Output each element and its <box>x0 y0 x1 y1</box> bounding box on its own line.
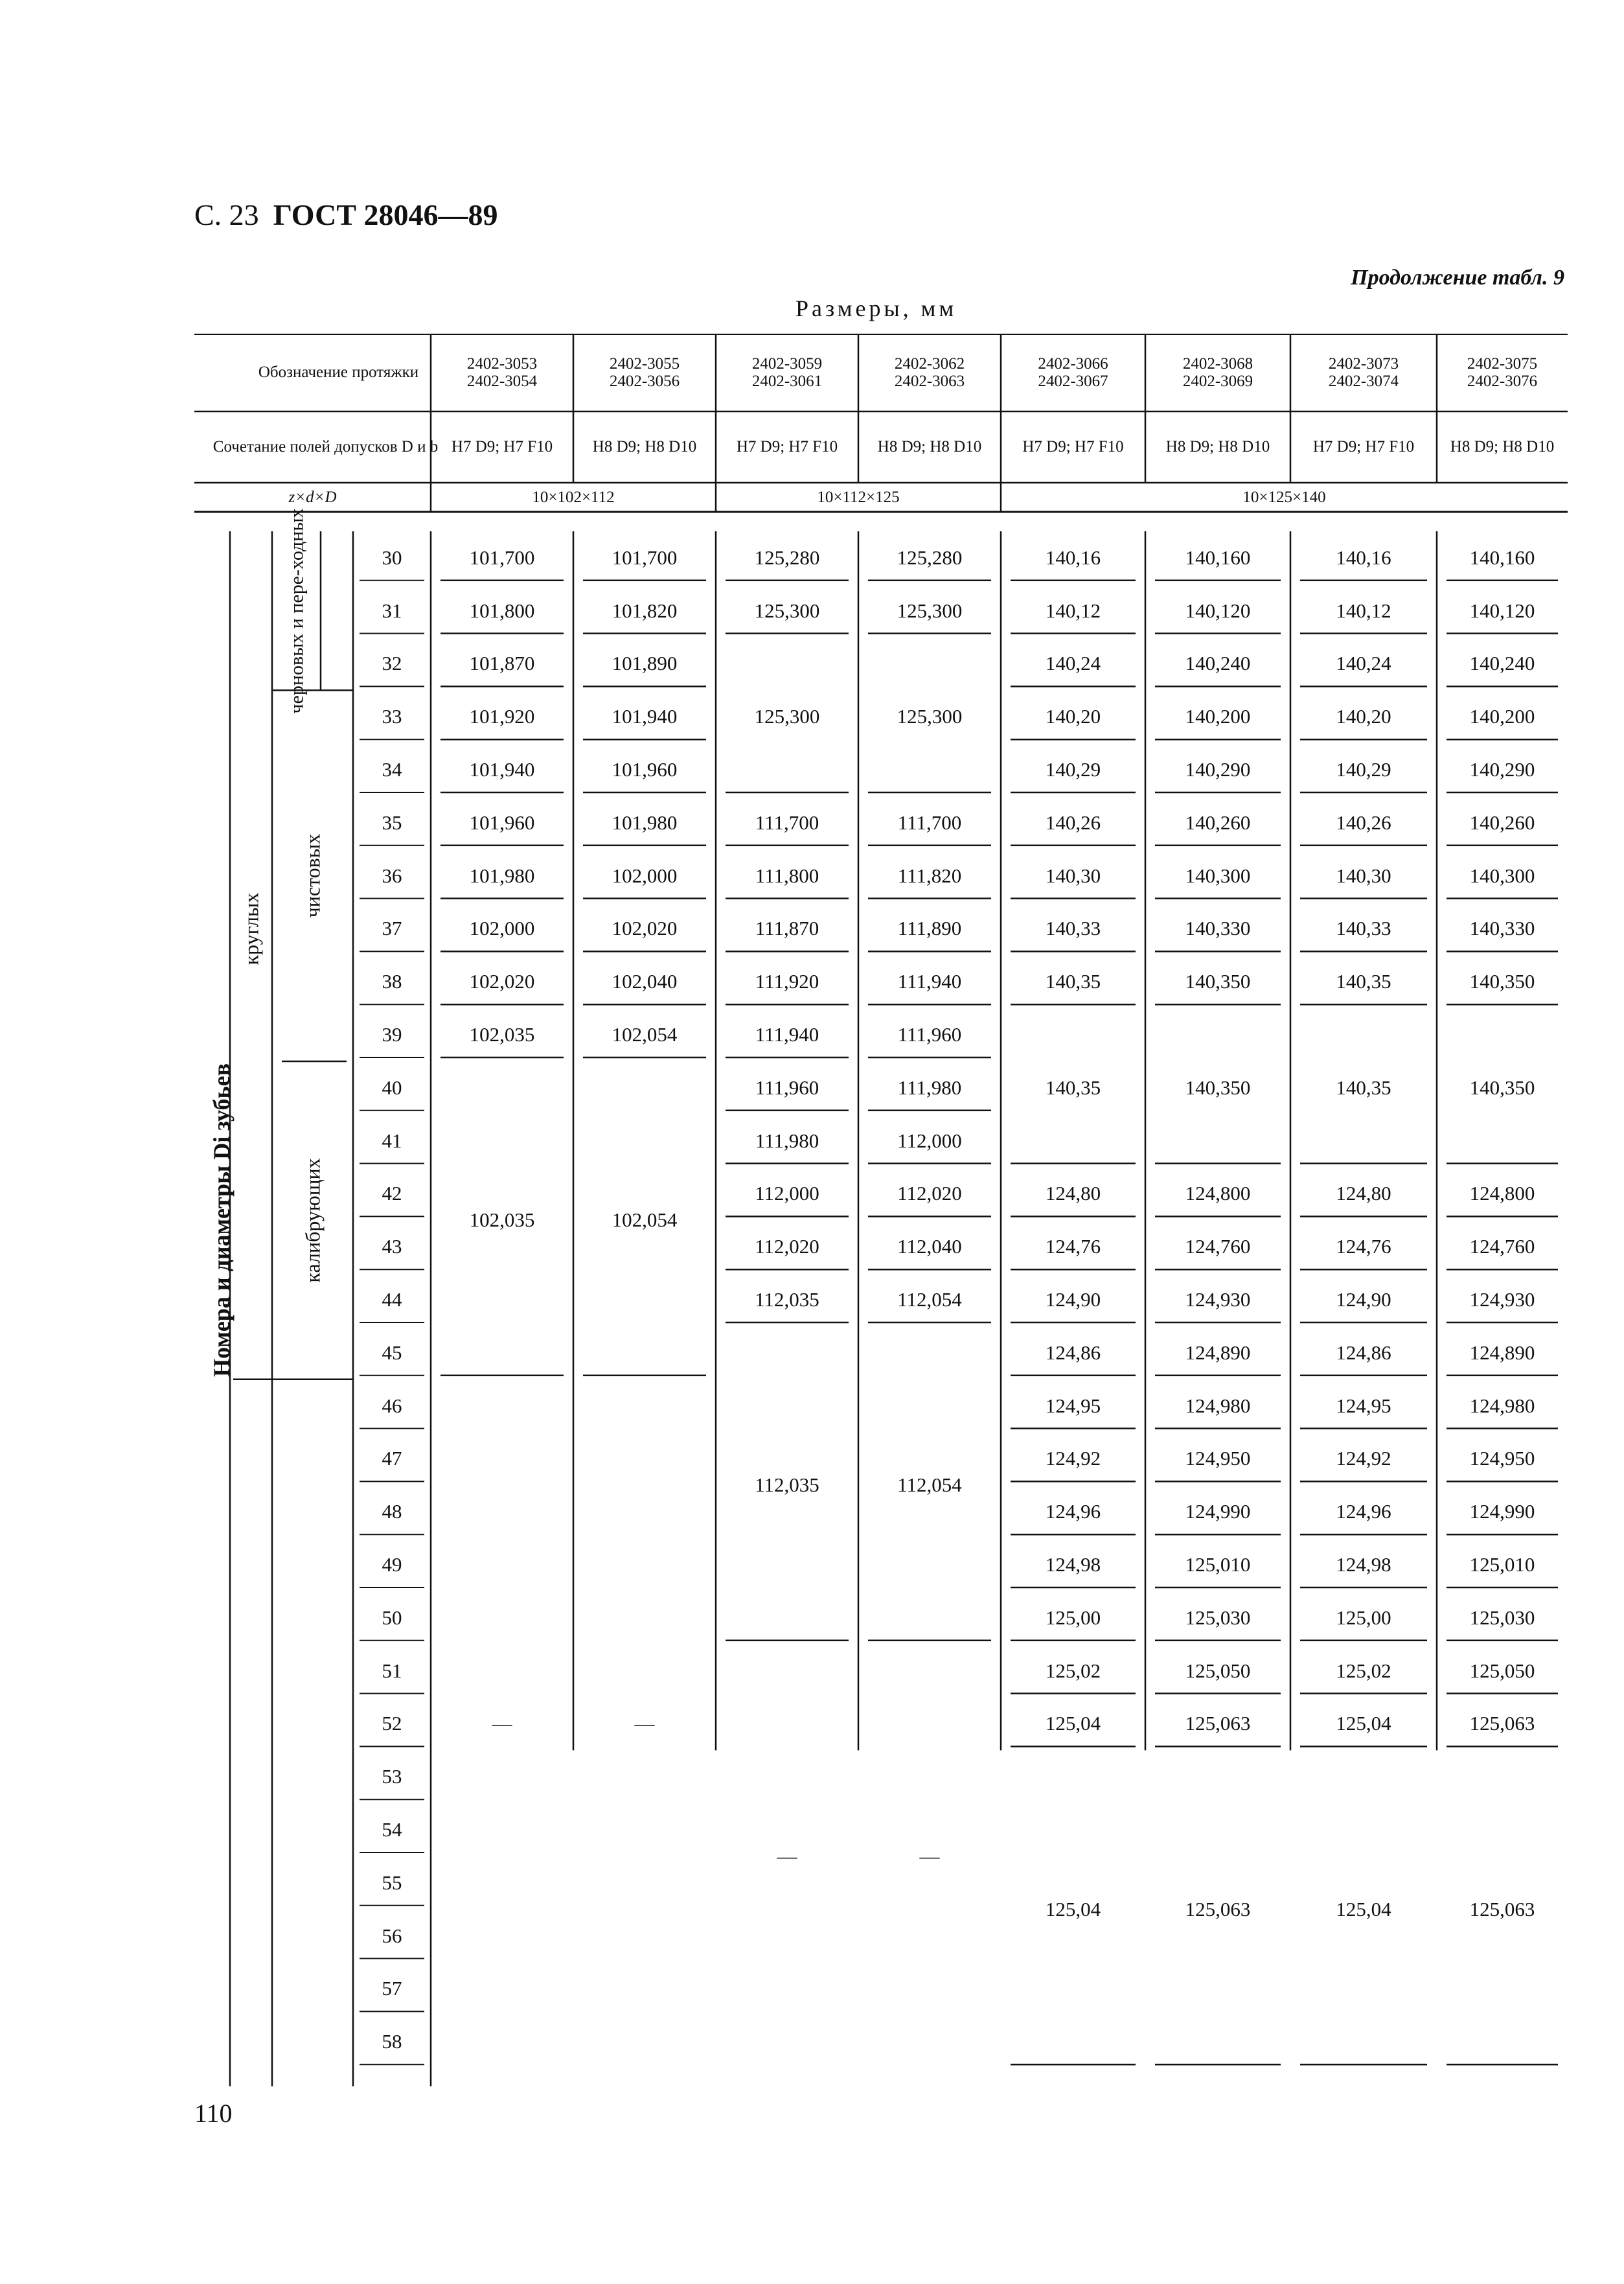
designation-2402-3059: 2402-3059 2402-3061 <box>751 354 823 390</box>
tooth-number-34: 34 <box>382 758 402 781</box>
tooth-number-48: 48 <box>382 1500 402 1523</box>
col8-value: 124,990 <box>1469 1500 1535 1523</box>
col5-value: 125,04 <box>1045 1897 1101 1921</box>
designation-2402-3062: 2402-3062 2402-3063 <box>894 354 965 390</box>
footer-page-number: 110 <box>194 2099 233 2128</box>
tolerance-4: H8 D9; H8 D10 <box>877 438 982 456</box>
col4-value: 111,980 <box>897 1076 962 1099</box>
col1-value: 101,920 <box>469 705 535 728</box>
col8-value: 140,120 <box>1469 599 1535 622</box>
col8-value: 124,950 <box>1469 1447 1535 1470</box>
col5-value: 140,12 <box>1045 599 1101 622</box>
sizes-title: Размеры, мм <box>795 295 957 321</box>
col5-value: 125,02 <box>1045 1659 1101 1682</box>
page-number: С. 23 <box>194 198 259 231</box>
col4-value: 112,054 <box>897 1288 962 1311</box>
col4-value: 111,700 <box>897 811 962 834</box>
col5-value: 124,98 <box>1045 1553 1101 1576</box>
col2-value: 101,890 <box>612 652 678 675</box>
col2-value: 102,054 <box>612 1208 678 1232</box>
col1-value: 102,000 <box>469 917 535 940</box>
col2-value: 101,700 <box>612 546 678 569</box>
col7-value: 124,95 <box>1336 1394 1391 1417</box>
teeth-numbers-label: Номера и диаметры Di зубьев <box>208 1063 234 1378</box>
col8-value: 125,010 <box>1469 1553 1535 1576</box>
col7-value: 140,35 <box>1336 1076 1391 1099</box>
tooth-number-50: 50 <box>382 1606 402 1629</box>
col3-value: 125,300 <box>754 705 820 728</box>
col4-value: 112,054 <box>897 1473 962 1497</box>
col3-value: 112,035 <box>755 1288 819 1311</box>
col3-value: 111,960 <box>755 1076 819 1099</box>
tolerance-1: H7 D9; H7 F10 <box>451 438 553 456</box>
col1-value: 101,960 <box>469 811 535 834</box>
col3-value: 111,980 <box>755 1129 819 1152</box>
col5-value: 140,35 <box>1045 970 1101 993</box>
col7-value: 140,12 <box>1336 599 1391 622</box>
tolerance-2: H8 D9; H8 D10 <box>592 438 697 456</box>
tooth-number-45: 45 <box>382 1341 402 1364</box>
col1-value: 101,940 <box>469 758 535 781</box>
designation-2402-3055: 2402-3055 2402-3056 <box>609 354 680 390</box>
tooth-number-47: 47 <box>382 1447 402 1470</box>
tolerance-3: H7 D9; H7 F10 <box>736 438 838 456</box>
col6-value: 125,030 <box>1185 1606 1251 1629</box>
col5-value: 140,20 <box>1045 705 1101 728</box>
col3-value: — <box>777 1844 797 1867</box>
col2-value: 102,054 <box>612 1023 678 1046</box>
col1-value: 102,035 <box>469 1208 535 1232</box>
col6-value: 140,300 <box>1185 864 1251 887</box>
col4-value: 125,280 <box>897 546 963 569</box>
col5-value: 125,00 <box>1045 1606 1101 1629</box>
col6-value: 125,010 <box>1185 1553 1251 1576</box>
tooth-number-36: 36 <box>382 864 402 887</box>
col5-value: 124,95 <box>1045 1394 1101 1417</box>
col6-value: 124,990 <box>1185 1500 1251 1523</box>
col8-value: 140,160 <box>1469 546 1535 569</box>
col5-value: 124,76 <box>1045 1235 1101 1258</box>
rough-label: черновых и пере-ходных <box>285 508 307 714</box>
col1-value: 101,980 <box>469 864 535 887</box>
col7-value: 140,33 <box>1336 917 1391 940</box>
col4-value: 112,020 <box>897 1182 962 1205</box>
tooth-number-30: 30 <box>382 546 402 569</box>
tooth-number-35: 35 <box>382 811 402 834</box>
col1-value: — <box>492 1712 512 1735</box>
tooth-number-39: 39 <box>382 1023 402 1046</box>
col8-value: 140,200 <box>1469 705 1535 728</box>
col4-value: — <box>919 1844 940 1867</box>
col2-value: 102,020 <box>612 917 678 940</box>
size-10x112x125: 10×112×125 <box>817 488 900 506</box>
col6-value: 140,330 <box>1185 917 1251 940</box>
col5-value: 124,90 <box>1045 1288 1101 1311</box>
col3-value: 111,920 <box>755 970 819 993</box>
tooth-number-55: 55 <box>382 1871 402 1894</box>
col3-value: 111,870 <box>755 917 819 940</box>
designation-2402-3053: 2402-3053 2402-3054 <box>466 354 538 390</box>
designation-2402-3068: 2402-3068 2402-3069 <box>1182 354 1253 390</box>
col8-value: 125,063 <box>1469 1712 1535 1735</box>
tooth-number-37: 37 <box>382 917 402 940</box>
col6-value: 125,063 <box>1185 1712 1251 1735</box>
col6-value: 125,050 <box>1185 1659 1251 1682</box>
col7-value: 140,26 <box>1336 811 1391 834</box>
col8-value: 125,050 <box>1469 1659 1535 1682</box>
col4-value: 112,000 <box>897 1129 962 1152</box>
col4-value: 125,300 <box>897 705 963 728</box>
col2-value: 102,040 <box>612 970 678 993</box>
col3-value: 111,800 <box>755 864 819 887</box>
col7-value: 124,96 <box>1336 1500 1391 1523</box>
col8-value: 140,300 <box>1469 864 1535 887</box>
size-10x125x140: 10×125×140 <box>1242 488 1326 506</box>
col3-value: 125,280 <box>754 546 820 569</box>
tooth-number-44: 44 <box>382 1288 402 1311</box>
col1-value: 101,870 <box>469 652 535 675</box>
tolerance-label: Сочетание полей допусков D и b <box>212 438 439 456</box>
col8-value: 140,350 <box>1469 1076 1535 1099</box>
col8-value: 124,760 <box>1469 1235 1535 1258</box>
tolerance-5: H7 D9; H7 F10 <box>1022 438 1124 456</box>
col2-value: 101,940 <box>612 705 678 728</box>
broach-table <box>194 334 1568 2086</box>
col3-value: 112,000 <box>755 1182 819 1205</box>
tolerance-6: H8 D9; H8 D10 <box>1165 438 1270 456</box>
tooth-number-32: 32 <box>382 652 402 675</box>
round-label: круглых <box>239 892 263 965</box>
col5-value: 140,35 <box>1045 1076 1101 1099</box>
col5-value: 140,26 <box>1045 811 1101 834</box>
col1-value: 101,800 <box>469 599 535 622</box>
col8-value: 124,980 <box>1469 1394 1535 1417</box>
col8-value: 140,330 <box>1469 917 1535 940</box>
tolerance-8: H8 D9; H8 D10 <box>1450 438 1555 456</box>
col7-value: 140,24 <box>1336 652 1391 675</box>
col7-value: 140,20 <box>1336 705 1391 728</box>
col5-value: 124,80 <box>1045 1182 1101 1205</box>
col1-value: 102,020 <box>469 970 535 993</box>
col5-value: 140,29 <box>1045 758 1101 781</box>
calibrating-label: калибрующих <box>301 1158 325 1283</box>
col7-value: 140,30 <box>1336 864 1391 887</box>
col3-value: 125,300 <box>754 599 820 622</box>
col4-value: 111,960 <box>897 1023 962 1046</box>
col8-value: 140,350 <box>1469 970 1535 993</box>
col7-value: 125,02 <box>1336 1659 1391 1682</box>
designation-2402-3066: 2402-3066 2402-3067 <box>1038 354 1108 390</box>
col6-value: 140,290 <box>1185 758 1251 781</box>
tolerance-7: H7 D9; H7 F10 <box>1312 438 1415 456</box>
col4-value: 111,940 <box>897 970 962 993</box>
col7-value: 124,98 <box>1336 1553 1391 1576</box>
col6-value: 140,350 <box>1185 1076 1251 1099</box>
col6-value: 140,120 <box>1185 599 1251 622</box>
col7-value: 124,86 <box>1336 1341 1391 1364</box>
col3-value: 112,020 <box>755 1235 819 1258</box>
col7-value: 140,29 <box>1336 758 1391 781</box>
zdD-label: z×d×D <box>288 488 337 506</box>
col3-value: 112,035 <box>755 1473 819 1497</box>
col4-value: 111,890 <box>897 917 962 940</box>
col7-value: 124,92 <box>1336 1447 1391 1470</box>
col6-value: 124,760 <box>1185 1235 1251 1258</box>
col6-value: 140,160 <box>1185 546 1251 569</box>
col5-value: 140,33 <box>1045 917 1101 940</box>
col8-value: 140,290 <box>1469 758 1535 781</box>
tooth-number-38: 38 <box>382 970 402 993</box>
col7-value: 124,90 <box>1336 1288 1391 1311</box>
finish-label: чистовых <box>301 833 325 918</box>
col1-value: 102,035 <box>469 1023 535 1046</box>
tooth-number-56: 56 <box>382 1924 402 1947</box>
tooth-number-49: 49 <box>382 1553 402 1576</box>
col8-value: 140,260 <box>1469 811 1535 834</box>
col6-value: 140,200 <box>1185 705 1251 728</box>
col4-value: 112,040 <box>897 1235 962 1258</box>
col8-value: 124,800 <box>1469 1182 1535 1205</box>
col3-value: 111,940 <box>755 1023 819 1046</box>
tooth-number-57: 57 <box>382 1977 402 2000</box>
col6-value: 140,240 <box>1185 652 1251 675</box>
standard-title: ГОСТ 28046—89 <box>273 198 498 231</box>
col7-value: 125,04 <box>1336 1712 1391 1735</box>
col2-value: — <box>634 1712 655 1735</box>
size-10x102x112: 10×102×112 <box>532 488 615 506</box>
col7-value: 140,16 <box>1336 546 1391 569</box>
tooth-number-31: 31 <box>382 599 402 622</box>
col4-value: 111,820 <box>897 864 962 887</box>
tooth-number-42: 42 <box>382 1182 402 1205</box>
designation-label: Обозначение протяжки <box>258 363 419 382</box>
col2-value: 101,960 <box>612 758 678 781</box>
col6-value: 124,890 <box>1185 1341 1251 1364</box>
col6-value: 124,950 <box>1185 1447 1251 1470</box>
col4-value: 125,300 <box>897 599 963 622</box>
col7-value: 124,76 <box>1336 1235 1391 1258</box>
col1-value: 101,700 <box>469 546 535 569</box>
col2-value: 101,820 <box>612 599 678 622</box>
col5-value: 124,86 <box>1045 1341 1101 1364</box>
tooth-number-43: 43 <box>382 1235 402 1258</box>
tooth-number-53: 53 <box>382 1765 402 1788</box>
tooth-number-51: 51 <box>382 1659 402 1682</box>
col8-value: 125,030 <box>1469 1606 1535 1629</box>
designation-2402-3075: 2402-3075 2402-3076 <box>1467 354 1538 390</box>
col6-value: 125,063 <box>1185 1897 1251 1921</box>
col6-value: 124,800 <box>1185 1182 1251 1205</box>
tooth-number-58: 58 <box>382 2030 402 2053</box>
col8-value: 125,063 <box>1469 1897 1535 1921</box>
col6-value: 140,260 <box>1185 811 1251 834</box>
tooth-number-54: 54 <box>382 1818 402 1841</box>
tooth-number-46: 46 <box>382 1394 402 1417</box>
col6-value: 124,980 <box>1185 1394 1251 1417</box>
designation-2402-3073: 2402-3073 2402-3074 <box>1328 354 1399 390</box>
table-continuation-note: Продолжение табл. 9 <box>1351 266 1564 290</box>
col5-value: 140,30 <box>1045 864 1101 887</box>
col2-value: 102,000 <box>612 864 678 887</box>
col7-value: 125,00 <box>1336 1606 1391 1629</box>
col6-value: 140,350 <box>1185 970 1251 993</box>
tooth-number-52: 52 <box>382 1712 402 1735</box>
tooth-number-33: 33 <box>382 705 402 728</box>
col5-value: 140,16 <box>1045 546 1101 569</box>
col7-value: 124,80 <box>1336 1182 1391 1205</box>
col5-value: 124,92 <box>1045 1447 1101 1470</box>
col6-value: 124,930 <box>1185 1288 1251 1311</box>
col7-value: 140,35 <box>1336 970 1391 993</box>
tooth-number-41: 41 <box>382 1129 402 1152</box>
col3-value: 111,700 <box>755 811 819 834</box>
tooth-number-40: 40 <box>382 1076 402 1099</box>
col2-value: 101,980 <box>612 811 678 834</box>
col8-value: 124,890 <box>1469 1341 1535 1364</box>
col8-value: 124,930 <box>1469 1288 1535 1311</box>
col8-value: 140,240 <box>1469 652 1535 675</box>
col7-value: 125,04 <box>1336 1897 1391 1921</box>
col5-value: 140,24 <box>1045 652 1101 675</box>
col5-value: 125,04 <box>1045 1712 1101 1735</box>
page-header <box>194 198 498 232</box>
col5-value: 124,96 <box>1045 1500 1101 1523</box>
